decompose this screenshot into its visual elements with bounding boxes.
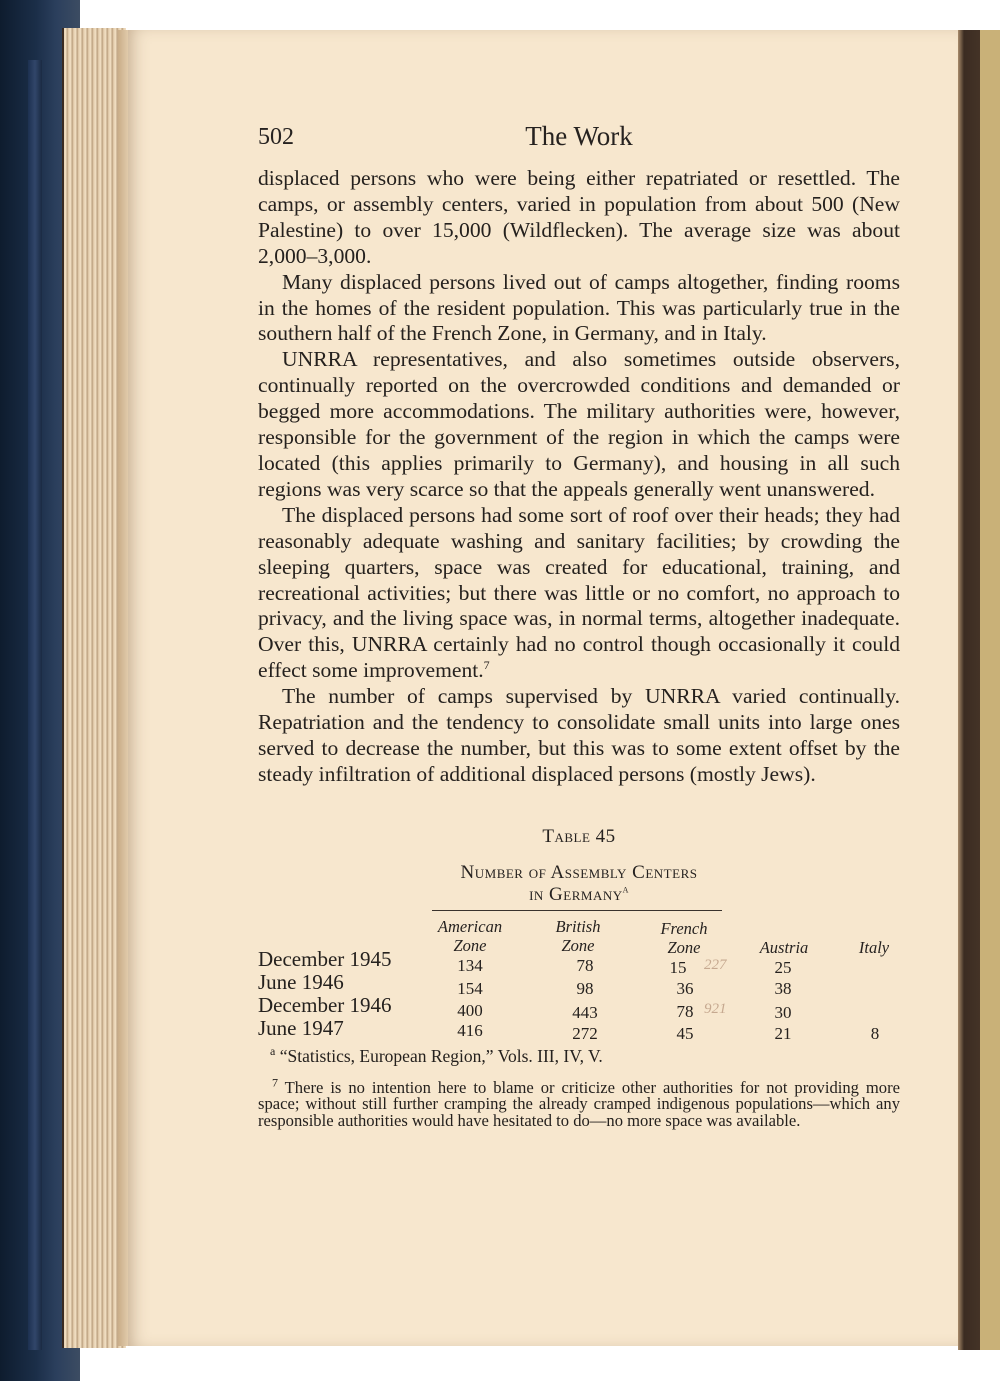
column-header-french: [634, 919, 734, 957]
pencil-annotation: 921: [704, 1001, 727, 1017]
column-header-italy: Italy: [858, 938, 890, 957]
table-cell: 8: [870, 1024, 880, 1043]
footnote-text: There is no intention here to blame or criticize other authorities for not providing more space; without still further cramping the already cramped indigenous populations—which any responsible authorities would have hesitated to do—no more space was available.: [258, 1078, 900, 1130]
pencil-annotation: 227: [704, 957, 727, 973]
paragraph-text: The displaced persons had some sort of roof over their heads; they had reasonably adequate washing and sanitary facilities; by crowding the sleeping quarters, space was created for educational, training, and recreational activities; but there was little or no comfort, no approach to privacy, and the living space was, in normal terms, altogether inadequate. Over this, UNRRA certainly had no control though occasionally it could effect some improvement.: [258, 502, 900, 683]
paragraph: The number of camps supervised by UNRRA varied continually. Repatriation and the tendency to consolidate small units into large ones served to decrease the number, but this was to some extent offset by the steady infiltration of additional displaced persons (mostly Jews).: [258, 684, 900, 786]
table-title-line1: Number of Assembly Centers: [460, 862, 698, 883]
table-source-text: “Statistics, European Region,” Vols. III, IV, V.: [279, 1046, 603, 1066]
table-cell: 416: [457, 1021, 483, 1040]
table-cell: 45: [676, 1024, 694, 1043]
page-number: 502: [258, 124, 294, 150]
column-header-british: [528, 917, 628, 955]
table-cell: 98: [576, 979, 594, 998]
column-header-line: American: [437, 917, 503, 936]
column-header-american: [420, 917, 520, 955]
column-header-line: Zone: [453, 936, 487, 955]
paragraph: displaced persons who were being either repatriated or resettled. The camps, or assembly centers, varied in population from about 500 (New Palestine) to over 15,000 (Wildflecken). The average size was about 2,000–3,000.: [258, 166, 900, 268]
table-label: Table 45: [542, 826, 616, 847]
paragraph: Many displaced persons lived out of camps altogether, finding rooms in the homes of the resident population. This was particularly true in the southern half of the French Zone, in Germany, and in Italy.: [258, 269, 900, 346]
table-top-rule: [432, 910, 722, 911]
column-header-austria: Austria: [759, 938, 809, 957]
running-title: The Work: [525, 121, 633, 151]
column-header-line: Zone: [667, 938, 701, 957]
table-cell: 400: [457, 1001, 483, 1020]
table-cell: 30: [774, 1003, 792, 1022]
table-cell: 15: [669, 958, 687, 977]
footnote-marker: 7: [272, 1075, 278, 1090]
column-header-line: Zone: [561, 936, 595, 955]
table-cell: 78: [676, 1002, 694, 1021]
book-right-edge: [958, 30, 1000, 1350]
table-cell: 154: [457, 979, 483, 998]
table-cell: 21: [774, 1024, 792, 1043]
table-cell: 78: [576, 956, 594, 975]
table-cell: 272: [572, 1024, 598, 1043]
table-title-text: in Germany: [529, 884, 623, 905]
table-row-label: December 1946: [258, 993, 392, 1017]
table-row-label: December 1945: [258, 947, 392, 971]
column-header-line: British: [555, 917, 601, 936]
table-cell: 36: [676, 979, 694, 998]
table-cell: 25: [774, 958, 792, 977]
table-cell: 134: [457, 956, 483, 975]
footnote-ref: 7: [483, 658, 490, 673]
footnote: [258, 1075, 900, 1130]
table-cell: 38: [774, 979, 792, 998]
table-title-note-marker: a: [622, 881, 629, 896]
table-row-label: June 1946: [258, 970, 344, 994]
table-title-line2: [258, 881, 900, 906]
body-text: [258, 166, 900, 788]
book-spine-edge: [28, 60, 42, 1350]
paragraph: UNRRA representatives, and also sometimes outside observers, continually reported on the overcrowded conditions and demanded or begged more accommodations. The military authorities were, however, responsible for the government of the region in which the camps were located (this applies primarily to Germany), and housing in all such regions was very scarce so that the appeals generally went unanswered.: [258, 347, 900, 501]
column-header-line: French: [660, 919, 708, 938]
table-cell: 443: [572, 1003, 598, 1022]
table-source-marker: a: [270, 1044, 276, 1059]
table-source-note: [270, 1046, 603, 1067]
table-row-label: June 1947: [258, 1016, 344, 1040]
paragraph: [258, 503, 900, 684]
page-stack-edges: [62, 28, 126, 1348]
footnote-paragraph: [258, 1075, 900, 1130]
